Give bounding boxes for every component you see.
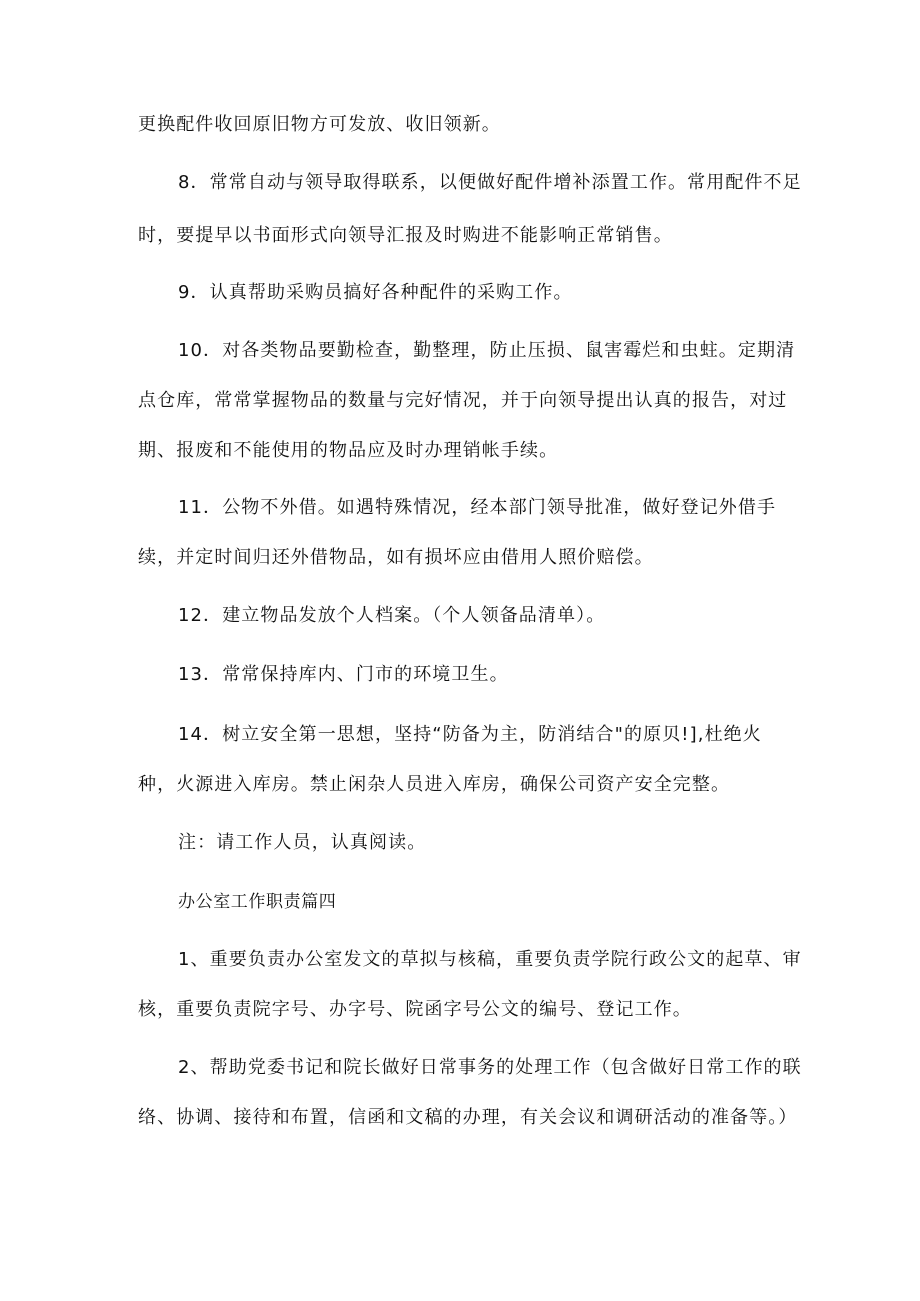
item-11-line-2: 续，并定时间归还外借物品，如有损坏应由借用人照价赔偿。 (138, 547, 654, 568)
item-10-line-3: 期、报废和不能使用的物品应及时办理销帐手续。 (138, 440, 559, 461)
item-12: 12．建立物品发放个人档案。（个人领备品清单）。 (178, 605, 606, 626)
item-11-line-1: 11．公物不外借。如遇特殊情况，经本部门领导批准，做好登记外借手 (178, 497, 777, 518)
item-14-line-1: 14．树立安全第一思想，坚持“防备为主，防消结合"的原贝!],杜绝火 (178, 724, 762, 745)
duty-2-line-1: 2、帮助党委书记和院长做好日常事务的处理工作（包含做好日常工作的联 (178, 1057, 802, 1078)
item-10-line-2: 点仓库，常常掌握物品的数量与完好情况，并于向领导提出认真的报告，对过 (138, 390, 788, 411)
duty-2-line-2: 络、协调、接待和布置，信函和文稿的办理，有关会议和调研活动的准备等。） (138, 1107, 798, 1128)
duty-1-line-2: 核，重要负责院字号、办字号、院函字号公文的编号、登记工作。 (138, 999, 692, 1020)
section-heading: 办公室工作职责篇四 (178, 892, 337, 912)
item-8-line-1: 8．常常自动与领导取得联系，以便做好配件增补添置工作。常用配件不足 (178, 172, 802, 193)
item-14-line-2: 种，火源进入库房。禁止闲杂人员进入库房，确保公司资产安全完整。 (138, 774, 731, 795)
item-10-line-1: 10．对各类物品要勤检查，勤整理，防止压损、鼠害霉烂和虫蛀。定期清 (178, 340, 796, 361)
item-9: 9．认真帮助采购员搞好各种配件的采购工作。 (178, 282, 573, 303)
text-line-1: 更换配件收回原旧物方可发放、收旧领新。 (138, 114, 501, 135)
item-13: 13．常常保持库内、门市的环境卫生。 (178, 664, 509, 685)
duty-1-line-1: 1、重要负责办公室发文的草拟与核稿，重要负责学院行政公文的起草、审 (178, 949, 802, 970)
note: 注：请工作人员，认真阅读。 (178, 832, 427, 853)
item-8-line-2: 时，要提早以书面形式向领导汇报及时购进不能影响正常销售。 (138, 225, 673, 246)
